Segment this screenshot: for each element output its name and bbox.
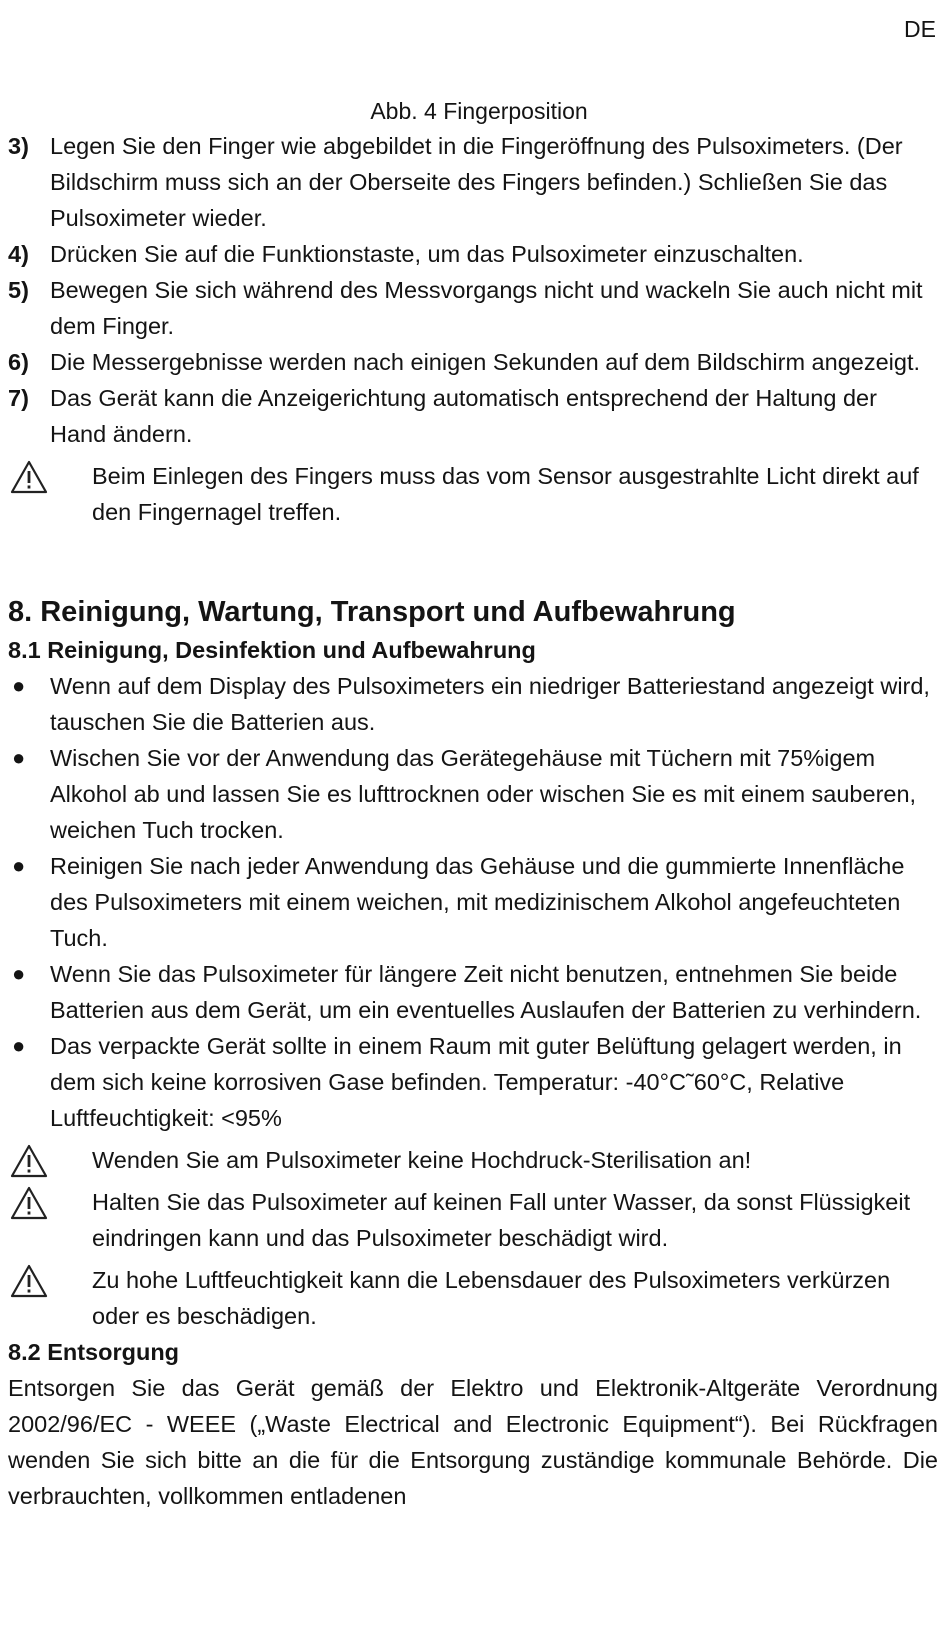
steps-list xyxy=(8,128,938,530)
step-number: 6) xyxy=(8,349,29,375)
list-item-text: Reinigen Sie nach jeder Anwendung das Gehäuse und die gummierte Innenfläche des Pulsoximeters mit einem weichen, mit medizinischem Alkohol angefeuchteten Tuch. xyxy=(50,853,905,951)
section-heading: 8. Reinigung, Wartung, Transport und Aufbewahrung xyxy=(8,596,736,628)
list-item xyxy=(8,956,938,1028)
step-text: Drücken Sie auf die Funktionstaste, um das Pulsoximeter einzuschalten. xyxy=(50,241,804,267)
step-item xyxy=(8,236,938,272)
warning-text: Zu hohe Luftfeuchtigkeit kann die Lebensdauer des Pulsoximeters verkürzen oder es beschädigen. xyxy=(92,1267,891,1329)
bullet-icon: ● xyxy=(12,673,26,698)
step-number: 3) xyxy=(8,133,29,159)
list-item xyxy=(8,848,938,956)
warning-text: Halten Sie das Pulsoximeter auf keinen Fall unter Wasser, da sonst Flüssigkeit eindringen kann und das Pulsoximeter beschädigt wird. xyxy=(92,1189,911,1251)
paragraph: Entsorgen Sie das Gerät gemäß der Elektro und Elektronik-Altgeräte Verordnung 2002/96/EC - WEEE („Waste Electrical and Electronic Equipment“). Bei Rückfragen wenden Sie sich bitte an die für die Entsorgung zuständige kommunale Behörde. Die verbrauchten, vollkommen entladenen xyxy=(8,1375,938,1509)
subsection-heading: 8.2 Entsorgung xyxy=(8,1339,180,1365)
list-item-text: Das verpackte Gerät sollte in einem Raum mit guter Belüftung gelagert werden, in dem sich keine korrosiven Gase befinden. Temperatur: -40°C˜60°C, Relative Luftfeuchtigkeit: <95% xyxy=(50,1033,902,1131)
step-item xyxy=(8,272,938,344)
subsection-heading: 8.1 Reinigung, Desinfektion und Aufbewahrung xyxy=(8,637,536,663)
step-item xyxy=(8,128,938,236)
list-item xyxy=(8,740,938,848)
warning-text: Wenden Sie am Pulsoximeter keine Hochdruck-Sterilisation an! xyxy=(92,1147,752,1173)
list-item xyxy=(8,1028,938,1136)
figure-caption: Abb. 4 Fingerposition xyxy=(370,98,588,124)
bullet-icon: ● xyxy=(12,961,26,986)
step-item xyxy=(8,344,938,380)
bullet-icon: ● xyxy=(12,745,26,770)
step-text: Legen Sie den Finger wie abgebildet in die Fingeröffnung des Pulsoximeters. (Der Bildschirm muss sich an der Oberseite des Fingers befinden.) Schließen Sie das Pulsoximeter wieder. xyxy=(50,133,903,231)
step-number: 4) xyxy=(8,241,29,267)
warning-note xyxy=(8,1262,938,1334)
warning-triangle-icon xyxy=(10,1186,48,1220)
warning-triangle-icon xyxy=(10,1144,48,1178)
section-8 xyxy=(8,592,938,1514)
language-tag: DE xyxy=(904,16,936,42)
step-number: 5) xyxy=(8,277,29,303)
warning-triangle-icon xyxy=(10,1264,48,1298)
list-item-text: Wenn auf dem Display des Pulsoximeters ein niedriger Batteriestand angezeigt wird, tauschen Sie die Batterien aus. xyxy=(50,673,930,735)
list-item-text: Wischen Sie vor der Anwendung das Gerätegehäuse mit Tüchern mit 75%igem Alkohol ab und lassen Sie es lufttrocknen oder wischen Sie es mit einem sauberen, weichen Tuch trocken. xyxy=(50,745,917,843)
step-text: Das Gerät kann die Anzeigerichtung automatisch entsprechend der Haltung der Hand ändern. xyxy=(50,385,877,447)
warning-note xyxy=(8,1142,938,1178)
list-item-text: Wenn Sie das Pulsoximeter für längere Zeit nicht benutzen, entnehmen Sie beide Batterien aus dem Gerät, um ein eventuelles Auslaufen der Batterien zu verhindern. xyxy=(50,961,922,1023)
warning-triangle-icon xyxy=(10,460,48,494)
step-text: Die Messergebnisse werden nach einigen Sekunden auf dem Bildschirm angezeigt. xyxy=(50,349,921,375)
warning-note xyxy=(8,458,938,530)
bullet-icon: ● xyxy=(12,1033,26,1058)
step-item xyxy=(8,380,938,452)
bullet-icon: ● xyxy=(12,853,26,878)
step-number: 7) xyxy=(8,385,29,411)
list-item xyxy=(8,668,938,740)
warning-note xyxy=(8,1184,938,1256)
step-text: Bewegen Sie sich während des Messvorgangs nicht und wackeln Sie auch nicht mit dem Finger. xyxy=(50,277,923,339)
warning-text: Beim Einlegen des Fingers muss das vom Sensor ausgestrahlte Licht direkt auf den Fingernagel treffen. xyxy=(92,463,919,525)
